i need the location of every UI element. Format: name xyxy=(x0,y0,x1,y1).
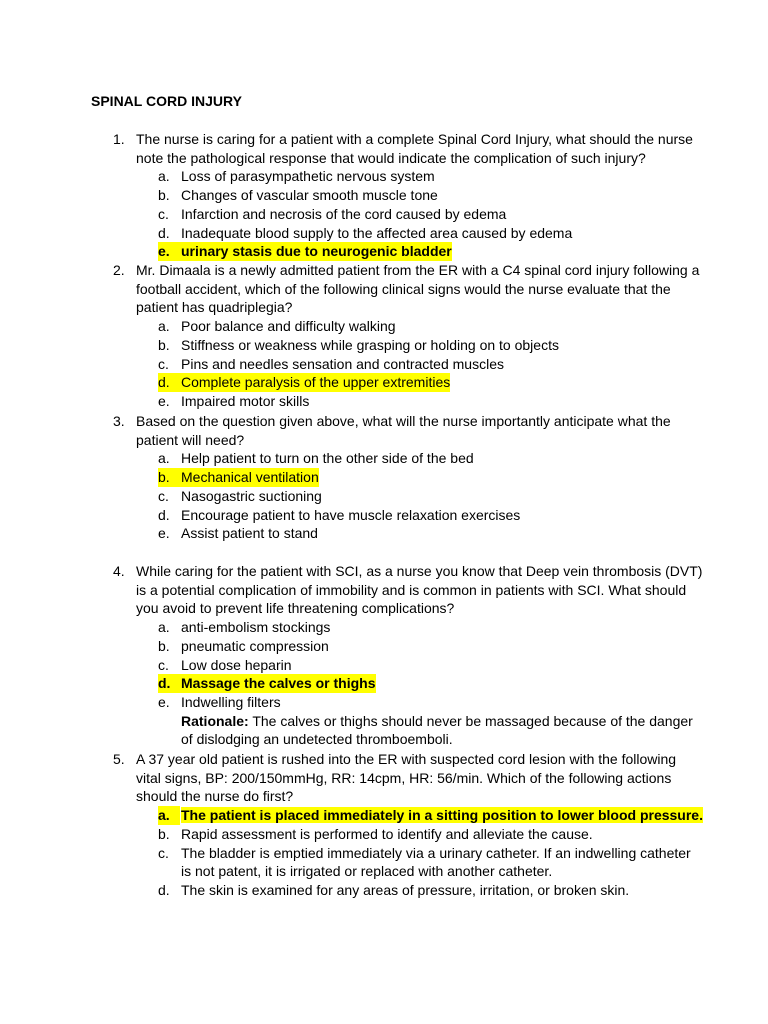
option-letter: a. xyxy=(158,318,170,335)
question-number: 4. xyxy=(113,563,125,579)
option-b xyxy=(158,637,703,656)
rationale-text: The calves or thighs should never be massaged because of the danger of dislodging an undetected thromboemboli. xyxy=(181,712,693,748)
option-letter: a. xyxy=(158,806,180,825)
option-text: Encourage patient to have muscle relaxation exercises xyxy=(181,506,521,523)
option-list xyxy=(113,806,703,900)
option-b-answer xyxy=(158,468,319,487)
option-list xyxy=(113,449,703,543)
option-text: Changes of vascular smooth muscle tone xyxy=(181,187,438,204)
option-list xyxy=(113,167,703,261)
option-letter: b. xyxy=(158,825,170,842)
option-letter: d. xyxy=(158,224,170,241)
option-letter: d. xyxy=(158,506,170,523)
option-text: Infarction and necrosis of the cord caused by edema xyxy=(181,205,507,222)
option-text: pneumatic compression xyxy=(181,637,329,654)
option-letter: e. xyxy=(158,525,170,542)
option-text: Pins and needles sensation and contracted muscles xyxy=(181,355,504,372)
option-letter: b. xyxy=(158,637,170,654)
option-text: Rapid assessment is performed to identify and alleviate the cause. xyxy=(181,825,593,842)
question-4 xyxy=(113,562,703,749)
option-letter: e. xyxy=(158,243,170,260)
option-text: The bladder is emptied immediately via a urinary catheter. If an indwelling catheter is not patent, it is irrigated or replaced with another catheter. xyxy=(181,844,691,880)
option-text: Massage the calves or thighs xyxy=(181,675,376,692)
option-a xyxy=(158,618,703,637)
option-letter: b. xyxy=(158,187,170,204)
option-b xyxy=(158,186,703,205)
option-text: Mechanical ventilation xyxy=(181,469,319,486)
option-letter: c. xyxy=(158,205,169,222)
option-letter: d. xyxy=(158,374,170,391)
option-c xyxy=(158,205,703,224)
option-letter: a. xyxy=(158,450,170,467)
option-d xyxy=(158,506,703,525)
option-letter: c. xyxy=(158,487,169,504)
option-text: urinary stasis due to neurogenic bladder xyxy=(181,243,452,260)
option-letter: c. xyxy=(158,656,169,673)
option-text xyxy=(181,806,703,825)
option-e-answer xyxy=(158,242,452,261)
question-2 xyxy=(113,261,703,411)
option-text: Help patient to turn on the other side of the bed xyxy=(181,450,474,467)
option-text: anti-embolism stockings xyxy=(181,619,331,636)
option-d xyxy=(158,881,703,900)
question-number: 5. xyxy=(113,751,125,767)
option-e xyxy=(158,392,703,411)
option-a-answer xyxy=(158,806,703,825)
option-letter: c. xyxy=(158,844,169,861)
option-letter: b. xyxy=(158,469,170,486)
option-text: The skin is examined for any areas of pressure, irritation, or broken skin. xyxy=(181,881,630,898)
rationale xyxy=(181,712,703,749)
option-letter: d. xyxy=(158,881,170,898)
rationale-label: Rationale: xyxy=(181,712,249,729)
document-title: SPINAL CORD INJURY xyxy=(91,93,242,109)
question-number: 1. xyxy=(113,131,125,147)
option-text: Assist patient to stand xyxy=(181,525,318,542)
option-letter: b. xyxy=(158,336,170,353)
option-text: Complete paralysis of the upper extremities xyxy=(181,374,451,391)
option-letter: a. xyxy=(158,619,170,636)
question-text: A 37 year old patient is rushed into the ER with suspected cord lesion with the following vital signs, BP: 200/150mmHg, RR: 14cpm, HR: 56/min. Which of the following actions should the nurse do first? xyxy=(136,751,677,805)
option-list xyxy=(113,618,703,712)
question-text: While caring for the patient with SCI, as a nurse you know that Deep vein thrombosis (DVT) is a potential complication of immobility and is common in patients with SCI. What should you avoid to prevent life threatening complications? xyxy=(136,563,703,617)
option-c xyxy=(158,355,703,374)
option-a xyxy=(158,167,703,186)
question-text: Based on the question given above, what will the nurse importantly anticipate what the patient will need? xyxy=(136,413,671,448)
option-text: Inadequate blood supply to the affected area caused by edema xyxy=(181,224,573,241)
question-3 xyxy=(113,412,703,543)
option-letter: c. xyxy=(158,355,169,372)
option-letter: e. xyxy=(158,693,170,710)
option-b xyxy=(158,336,703,355)
option-text: Stiffness or weakness while grasping or holding on to objects xyxy=(181,336,559,353)
option-a xyxy=(158,449,703,468)
option-e xyxy=(158,524,703,543)
question-number: 2. xyxy=(113,262,125,278)
option-d xyxy=(158,224,703,243)
option-d-answer xyxy=(158,674,376,693)
option-e xyxy=(158,693,703,712)
option-letter: e. xyxy=(158,392,170,409)
question-5 xyxy=(113,750,703,900)
option-text: Indwelling filters xyxy=(181,693,281,710)
option-text-highlight: The patient is placed immediately in a sitting position to lower blood pressure. xyxy=(181,807,703,824)
option-list xyxy=(113,317,703,411)
option-text: Low dose heparin xyxy=(181,656,292,673)
option-c xyxy=(158,487,703,506)
option-text: Nasogastric suctioning xyxy=(181,487,322,504)
option-c xyxy=(158,844,703,881)
option-letter: d. xyxy=(158,675,171,692)
option-letter: a. xyxy=(158,168,170,185)
question-number: 3. xyxy=(113,413,125,429)
option-b xyxy=(158,825,703,844)
option-a xyxy=(158,317,703,336)
option-text: Poor balance and difficulty walking xyxy=(181,318,396,335)
question-text: The nurse is caring for a patient with a complete Spinal Cord Injury, what should the nurse note the pathological response that would indicate the complication of such injury? xyxy=(136,131,693,166)
option-text: Impaired motor skills xyxy=(181,392,310,409)
option-text: Loss of parasympathetic nervous system xyxy=(181,168,435,185)
question-text: Mr. Dimaala is a newly admitted patient from the ER with a C4 spinal cord injury following a football accident, which of the following clinical signs would the nurse evaluate that the patient has quadriplegia? xyxy=(136,262,700,316)
option-d-answer xyxy=(158,373,450,392)
question-1 xyxy=(113,130,703,261)
option-c xyxy=(158,656,703,675)
